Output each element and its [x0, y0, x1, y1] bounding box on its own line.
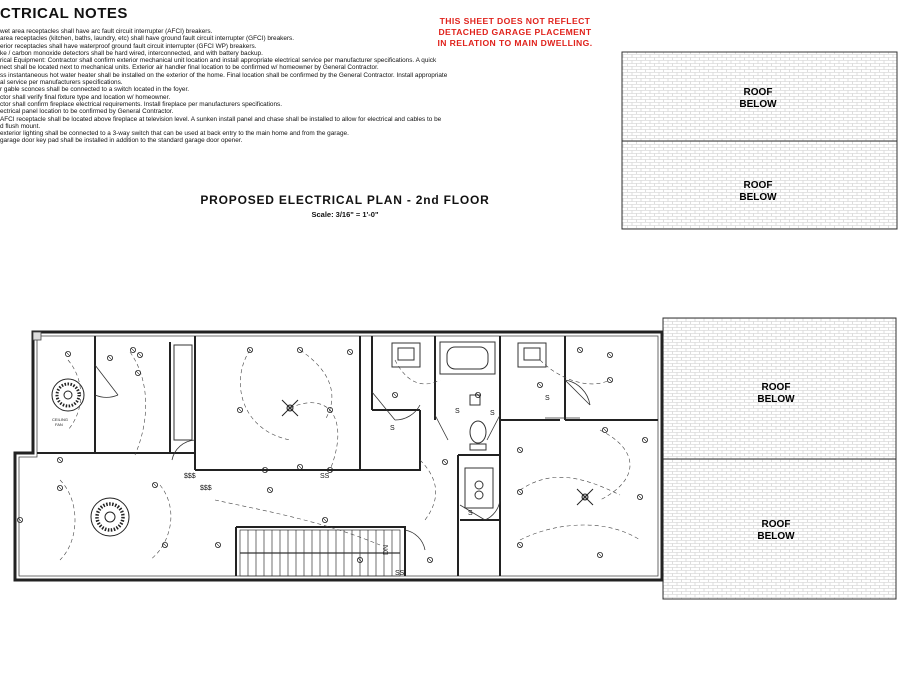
stair-direction-label: DN [383, 544, 390, 555]
ceiling-fan [91, 498, 129, 536]
notes-title: CTRICAL NOTES [0, 5, 128, 22]
roof-label: BELOW [757, 394, 795, 405]
light-fixture-mark [348, 350, 352, 354]
light-fixture-mark [153, 483, 157, 487]
electrical-note: ctor shall confirm fireplace electrical requirements. Install fireplace per manufacturers specifications. [0, 100, 283, 108]
switch-single: S [545, 395, 550, 402]
roof-panel-right-upper [663, 318, 896, 459]
light-fixture-mark [108, 356, 112, 360]
light-fixture-mark [538, 383, 542, 387]
roof-label: BELOW [739, 99, 777, 110]
sink-basin [524, 348, 540, 360]
light-fixture-mark [518, 543, 522, 547]
electrical-note: ectrical panel location to be confirmed by General Contractor. [0, 108, 174, 116]
roof-label: BELOW [757, 531, 795, 542]
light-fixture-mark [58, 458, 62, 462]
staircase [240, 530, 400, 576]
light-fixture-mark [428, 558, 432, 562]
electrical-note: ctor shall verify final fixture type and location w/ homeowner. [0, 93, 171, 101]
roof-label: ROOF [761, 519, 791, 530]
switch-double: SS [395, 570, 405, 577]
light-fixture-mark [216, 543, 220, 547]
toilet-tank [470, 444, 486, 450]
ceiling-fan [52, 379, 84, 427]
electrical-note: exterior lighting shall be connected to a 3-way switch that can be used at back entry to the main home and from the garage. [0, 130, 349, 138]
fan-fixture [577, 489, 593, 505]
electrical-note: AFCI receptacle shall be located above fireplace at television level. A sunken install panel and chase shall be installed to allow for electrical and cables to be [0, 115, 442, 123]
electrical-note: erior receptacles shall have waterproof ground fault circuit interrupter (GFCI WP) breakers. [0, 42, 257, 50]
switch-single: S [468, 510, 473, 517]
switch-triple: $$$ [184, 473, 196, 480]
light-fixture-mark [58, 486, 62, 490]
electrical-note: ke / carbon monoxide detectors shall be hard wired, interconnected, and with battery backup. [0, 49, 263, 57]
light-fixture-mark [323, 518, 327, 522]
roof-panel-top-upper [622, 52, 897, 141]
light-fixture-mark [608, 378, 612, 382]
switch-double: SS [320, 473, 330, 480]
plan-title: PROPOSED ELECTRICAL PLAN - 2nd FLOOR [200, 193, 490, 207]
roof-panel-top-lower [622, 141, 897, 229]
electrical-note: d flush mount. [0, 122, 41, 130]
washer-dryer [465, 468, 493, 508]
roof-label: ROOF [743, 180, 773, 191]
ceiling-fan-label: FAN [55, 422, 63, 427]
light-fixture-mark [608, 353, 612, 357]
light-fixture-mark [518, 490, 522, 494]
electrical-note: r gable sconces shall be connected to a switch located in the foyer. [0, 86, 189, 94]
roof-label: ROOF [743, 87, 773, 98]
electrical-note: al service per manufacturers specifications. [0, 79, 123, 87]
electrical-note: nect shall be located next to mechanical units. Exterior air handler final location to be confirmed w/ homeowner by General Contractor. [0, 64, 379, 72]
disclaimer-line: THIS SHEET DOES NOT REFLECT [439, 16, 591, 26]
light-fixture-mark [603, 428, 607, 432]
bath-sink-left [392, 343, 420, 367]
light-fixture-mark [638, 495, 642, 499]
light-fixture-mark [518, 448, 522, 452]
roof-panel-right-lower [663, 459, 896, 599]
electrical-note: rical Equipment: Contractor shall confirm exterior mechanical unit location and install appropriate electrical service per manufacturer specifications. A quick [0, 57, 437, 65]
sink-basin [398, 348, 414, 360]
light-fixture-mark [298, 465, 302, 469]
light-fixture-mark [268, 488, 272, 492]
wiring-runs [60, 350, 640, 560]
light-fixture-mark [163, 543, 167, 547]
roof-label: ROOF [761, 382, 791, 393]
light-fixture-mark [443, 460, 447, 464]
light-fixture-mark [66, 352, 70, 356]
electrical-note: area receptacles (kitchen, baths, laundry, etc) shall have ground fault circuit interrupter (GFCI) breakers. [0, 35, 294, 43]
switch-single: S [390, 425, 395, 432]
light-fixture-mark [298, 348, 302, 352]
bath-sink-right [518, 343, 546, 367]
electrical-note: garage door key pad shall be installed in addition to the standard garage door opener. [0, 137, 243, 145]
light-fixture-mark [598, 553, 602, 557]
cabinet [174, 345, 192, 440]
ceiling-fan-label: CEILING [52, 417, 69, 422]
switch-single: S [455, 408, 460, 415]
light-fixture-mark [136, 371, 140, 375]
toilet [470, 421, 486, 443]
light-fixture-mark [578, 348, 582, 352]
electrical-note: ss instantaneous hot water heater shall be installed on the exterior of the home. Final location shall be confirmed by the General Contractor. Install appropriate [0, 71, 448, 79]
roof-label: BELOW [739, 192, 777, 203]
switch-triple: $$$ [200, 485, 212, 492]
disclaimer-line: IN RELATION TO MAIN DWELLING. [437, 38, 593, 48]
medicine-cabinet [470, 395, 480, 405]
electrical-note: wet area receptacles shall have arc fault circuit interrupter (AFCI) breakers. [0, 28, 213, 35]
light-fixture-mark [138, 353, 142, 357]
interior-walls [37, 336, 658, 576]
switch-single: S [490, 410, 495, 417]
light-fixture-mark [393, 393, 397, 397]
light-fixture-mark [643, 438, 647, 442]
light-fixture-mark [131, 348, 135, 352]
disclaimer-line: DETACHED GARAGE PLACEMENT [438, 27, 592, 37]
light-fixture-mark [248, 348, 252, 352]
switch-symbols [184, 395, 550, 577]
light-fixture-mark [238, 408, 242, 412]
plan-scale: Scale: 3/16" = 1'-0" [311, 210, 379, 219]
bathtub-basin [447, 347, 488, 369]
